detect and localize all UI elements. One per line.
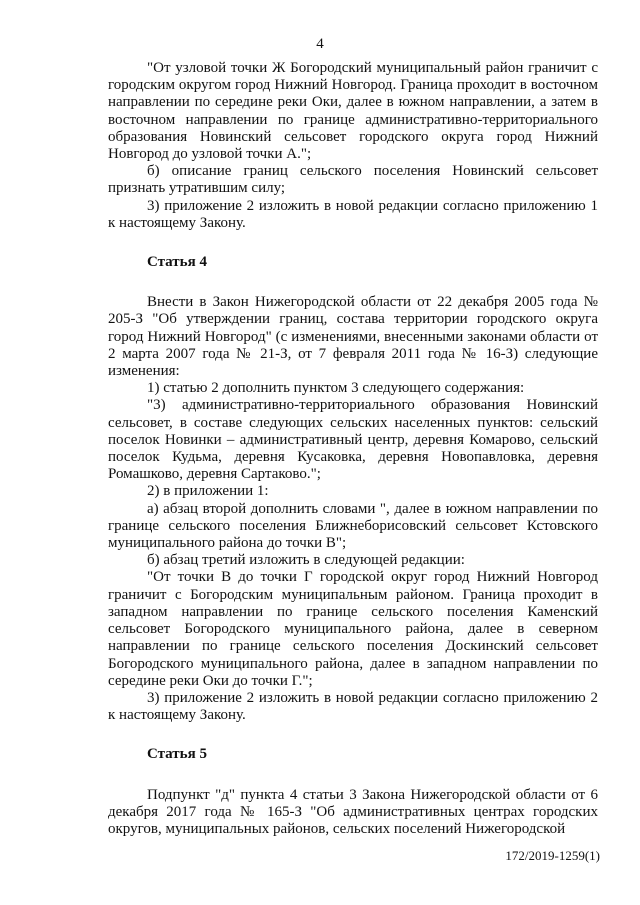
page-number: 4	[316, 36, 324, 52]
document-body	[108, 60, 598, 838]
document-code: 172/2019-1259(1)	[505, 848, 600, 863]
paragraph: Подпункт "д" пункта 4 статьи 3 Закона Нижегородской области от 6 декабря 2017 года № 165-З "Об административных центрах городских округов, муниципальных районов, сельских поселений Нижегородской	[108, 786, 598, 837]
paragraph: 2) в приложении 1:	[147, 483, 269, 500]
paragraph: 3) приложение 2 изложить в новой редакции согласно приложению 1 к настоящему Закону.	[108, 197, 598, 231]
paragraph: "От узловой точки Ж Богородский муниципальный район граничит с городским округом город Нижний Новгород. Граница проходит в восточном направлении по середине реки Оки, далее в южном направлении, а затем в восточном направлении по границе административно-территориального образования Новинский сельсовет городского округа город Нижний Новгород до узловой точки А.";	[108, 60, 598, 163]
paragraph: "3) административно-территориального образования Новинский сельсовет, в составе следующих сельских населенных пунктов: сельский поселок Новинки – административный центр, деревня Комарово, сельский поселок Кудьма, деревня Кусаковка, деревня Новопавловка, деревня Ромашково, деревня Сартаково.";	[108, 397, 598, 483]
paragraph: Внести в Закон Нижегородской области от 22 декабря 2005 года № 205-З "Об утверждении границ, состава территории городского округа город Нижний Новгород" (с изменениями, внесенными законами области от 2 марта 2007 года № 21-З, от 7 февраля 2011 года № 16-З) следующие изменения:	[108, 294, 598, 380]
paragraph: а) абзац второй дополнить словами ", далее в южном направлении по границе сельского поселения Ближнеборисовский сельсовет Кстовского муниципального района до точки В";	[108, 500, 598, 552]
paragraph: 3) приложение 2 изложить в новой редакции согласно приложению 2 к настоящему Закону.	[108, 689, 598, 724]
article-heading-4: Статья 4	[147, 254, 207, 271]
paragraph: 1) статью 2 дополнить пунктом 3 следующего содержания:	[147, 380, 525, 397]
paragraph: "От точки В до точки Г городской округ город Нижний Новгород граничит с Богородским муниципальным районом. Граница проходит в западном направлении по границе сельского поселения Каменский сельсовет Богородского муниципального района, далее в северном направлении по границе сельского поселения Доскинский сельсовет Богородского муниципального района, далее в западном направлении по середине реки Оки до точки Г.";	[108, 569, 598, 689]
paragraph: б) описание границ сельского поселения Новинский сельсовет признать утратившим силу;	[108, 163, 598, 197]
article-heading-5: Статья 5	[147, 746, 207, 763]
paragraph: б) абзац третий изложить в следующей редакции:	[147, 552, 465, 569]
